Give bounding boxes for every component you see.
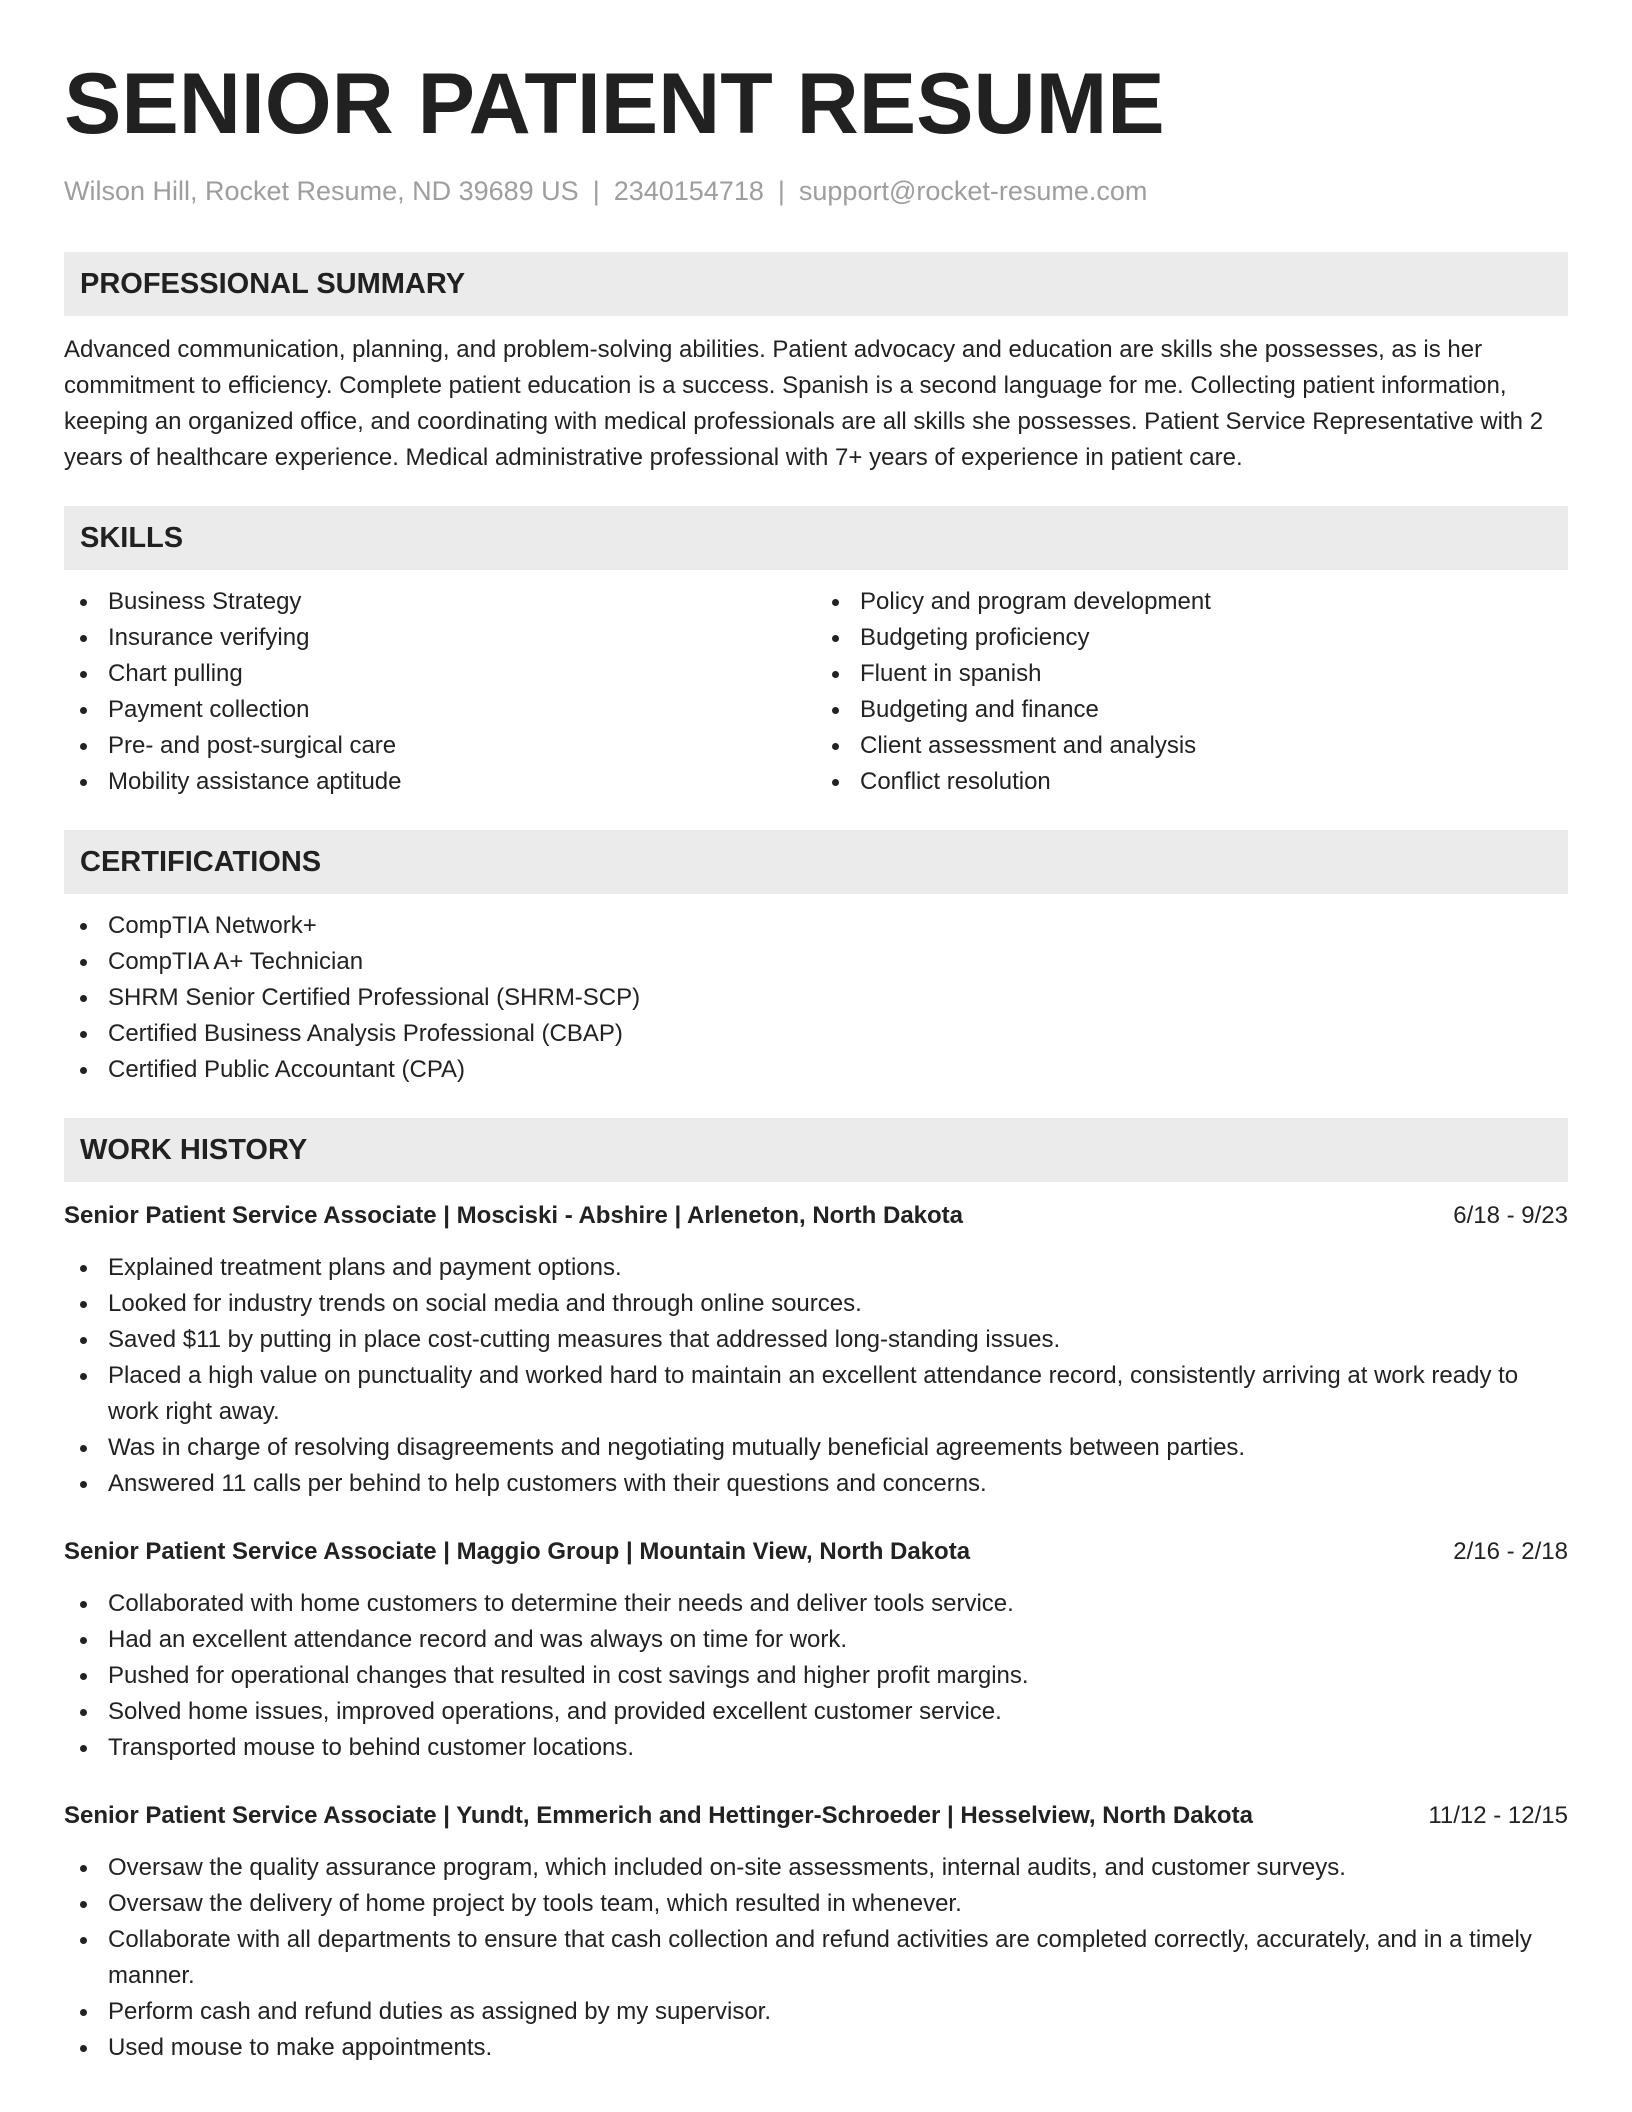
contact-address: Wilson Hill, Rocket Resume, ND 39689 US: [64, 176, 579, 206]
job-bullet: Explained treatment plans and payment options.: [64, 1250, 1568, 1286]
job-title: Senior Patient Service Associate | Yundt, Emmerich and Hettinger-Schroeder | Hesselview, North Dakota: [64, 1802, 1253, 1829]
job-bullet: Oversaw the quality assurance program, which included on-site assessments, internal audits, and customer surveys.: [64, 1850, 1568, 1886]
contact-email: support@rocket-resume.com: [798, 176, 1148, 206]
job-bullet: Perform cash and refund duties as assigned by my supervisor.: [64, 1994, 1568, 2030]
certification-item: CompTIA Network+: [64, 908, 1568, 944]
skill-item: Business Strategy: [64, 584, 816, 620]
job-bullet: Oversaw the delivery of home project by tools team, which resulted in whenever.: [64, 1886, 1568, 1922]
job-dates: 6/18 - 9/23: [1453, 1202, 1568, 1229]
skills-list-left: [64, 584, 816, 800]
job-bullet: Collaborated with home customers to determine their needs and deliver tools service.: [64, 1586, 1568, 1622]
job-bullet: Answered 11 calls per behind to help customers with their questions and concerns.: [64, 1466, 1568, 1502]
skill-item: Chart pulling: [64, 656, 816, 692]
job-bullet: Collaborate with all departments to ensure that cash collection and refund activities are completed correctly, accurately, and in a timely manner.: [64, 1922, 1568, 1994]
job-bullet: Used mouse to make appointments.: [64, 2030, 1568, 2066]
job-title: Senior Patient Service Associate | Mosciski - Abshire | Arleneton, North Dakota: [64, 1202, 964, 1229]
work-history-heading: WORK HISTORY: [64, 1118, 1568, 1182]
job-entry: [64, 1534, 1568, 1766]
skills-list-right: [816, 584, 1568, 800]
skill-item: Policy and program development: [816, 584, 1568, 620]
skill-item: Fluent in spanish: [816, 656, 1568, 692]
skill-item: Pre- and post-surgical care: [64, 728, 816, 764]
job-bullet: Had an excellent attendance record and was always on time for work.: [64, 1622, 1568, 1658]
job-bullet: Placed a high value on punctuality and worked hard to maintain an excellent attendance record, consistently arriving at work ready to work right away.: [64, 1358, 1568, 1430]
certifications-section: [64, 830, 1568, 1088]
skills-column-right: [816, 584, 1568, 800]
job-entry: [64, 1198, 1568, 1502]
job-bullets: [64, 1250, 1568, 1502]
skills-heading: SKILLS: [64, 506, 1568, 570]
certification-item: Certified Business Analysis Professional (CBAP): [64, 1016, 1568, 1052]
job-header: [64, 1798, 1568, 1834]
certifications-list: [64, 908, 1568, 1088]
job-bullet: Looked for industry trends on social media and through online sources.: [64, 1286, 1568, 1322]
contact-separator: |: [592, 176, 600, 206]
job-entry: [64, 1798, 1568, 2066]
skill-item: Payment collection: [64, 692, 816, 728]
summary-heading: PROFESSIONAL SUMMARY: [64, 252, 1568, 316]
summary-section: [64, 252, 1568, 476]
contact-info: [64, 174, 1568, 208]
skill-item: Budgeting proficiency: [816, 620, 1568, 656]
certification-item: CompTIA A+ Technician: [64, 944, 1568, 980]
resume-title: SENIOR PATIENT RESUME: [64, 56, 1165, 152]
skills-column-left: [64, 584, 816, 800]
job-dates: 2/16 - 2/18: [1453, 1538, 1568, 1565]
job-bullet: Transported mouse to behind customer locations.: [64, 1730, 1568, 1766]
skill-item: Insurance verifying: [64, 620, 816, 656]
contact-separator: |: [777, 176, 785, 206]
skills-section: [64, 506, 1568, 800]
skill-item: Mobility assistance aptitude: [64, 764, 816, 800]
skill-item: Conflict resolution: [816, 764, 1568, 800]
certifications-heading: CERTIFICATIONS: [64, 830, 1568, 894]
skills-grid: [64, 584, 1568, 800]
skill-item: Client assessment and analysis: [816, 728, 1568, 764]
job-bullet: Pushed for operational changes that resulted in cost savings and higher profit margins.: [64, 1658, 1568, 1694]
work-history-section: [64, 1118, 1568, 2066]
skill-item: Budgeting and finance: [816, 692, 1568, 728]
job-bullet: Solved home issues, improved operations, and provided excellent customer service.: [64, 1694, 1568, 1730]
job-header: [64, 1198, 1568, 1234]
job-bullet: Was in charge of resolving disagreements and negotiating mutually beneficial agreements between parties.: [64, 1430, 1568, 1466]
contact-phone: 2340154718: [613, 176, 764, 206]
summary-text: Advanced communication, planning, and problem-solving abilities. Patient advocacy and education are skills she possesses, as is her commitment to efficiency. Complete patient education is a success. Spanish is a second language for me. Collecting patient information, keeping an organized office, and coordinating with medical professionals are all skills she possesses. Patient Service Representative with 2 years of healthcare experience. Medical administrative professional with 7+ years of experience in patient care.: [64, 336, 1544, 471]
job-header: [64, 1534, 1568, 1570]
job-bullet: Saved $11 by putting in place cost-cutting measures that addressed long-standing issues.: [64, 1322, 1568, 1358]
job-bullets: [64, 1850, 1568, 2066]
certification-item: SHRM Senior Certified Professional (SHRM-SCP): [64, 980, 1568, 1016]
job-dates: 11/12 - 12/15: [1428, 1802, 1568, 1829]
job-title: Senior Patient Service Associate | Maggio Group | Mountain View, North Dakota: [64, 1538, 971, 1565]
job-bullets: [64, 1586, 1568, 1766]
certification-item: Certified Public Accountant (CPA): [64, 1052, 1568, 1088]
